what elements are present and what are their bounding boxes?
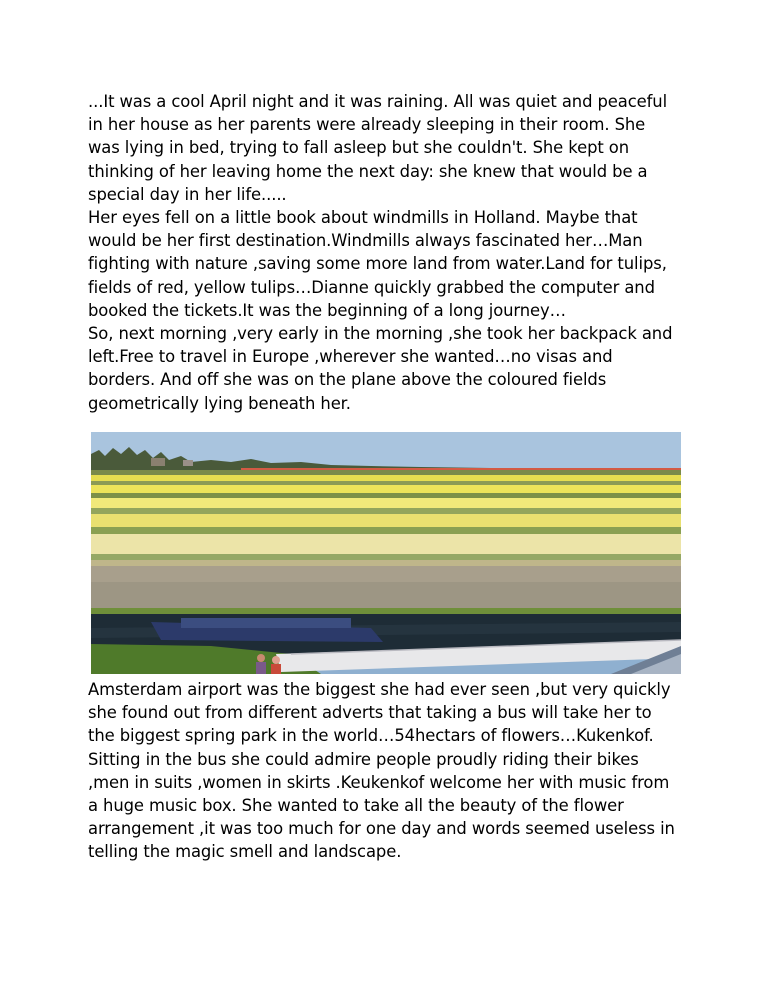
story-paragraph-2: Amsterdam airport was the biggest she had ever seen ,but very quickly she found out from different adverts that taking a bus will take her to the biggest spring park in the world…54hectars of flowers…Kukenkof. Sitting in the bus she could admire people proudly riding their bikes ,men in suits ,women in skirts .Keukenkof welcome her with music from a huge music box. She wanted to take all the beauty of the flower arrangement ,it was too much for one day and words seemed useless in telling the magic smell and landscape.	[88, 680, 675, 862]
story-paragraph-1: ...It was a cool April night and it was raining. All was quiet and peaceful in her house as her parents were already sleeping in their room. She was lying in bed, trying to fall asleep but she couldn't. She kept on thinking of her leaving home the next day: she knew that would be a special day in her life..... Her eyes fell on a little book about windmills in Holland. Maybe that would be her first destination.Windmills always fascinated her…Man fighting with nature ,saving some more land from water.Land for tulips, fields of red, yellow tulips…Dianne quickly grabbed the computer and booked the tickets.It was the beginning of a long journey… So, next morning ,very early in the morning ,she took her backpack and left.Free to travel in Europe ,wherever she wanted…no visas and borders. And off she was on the plane above the coloured fields geometrically lying beneath her.	[88, 92, 673, 413]
tulip-fields-photo	[91, 432, 681, 674]
